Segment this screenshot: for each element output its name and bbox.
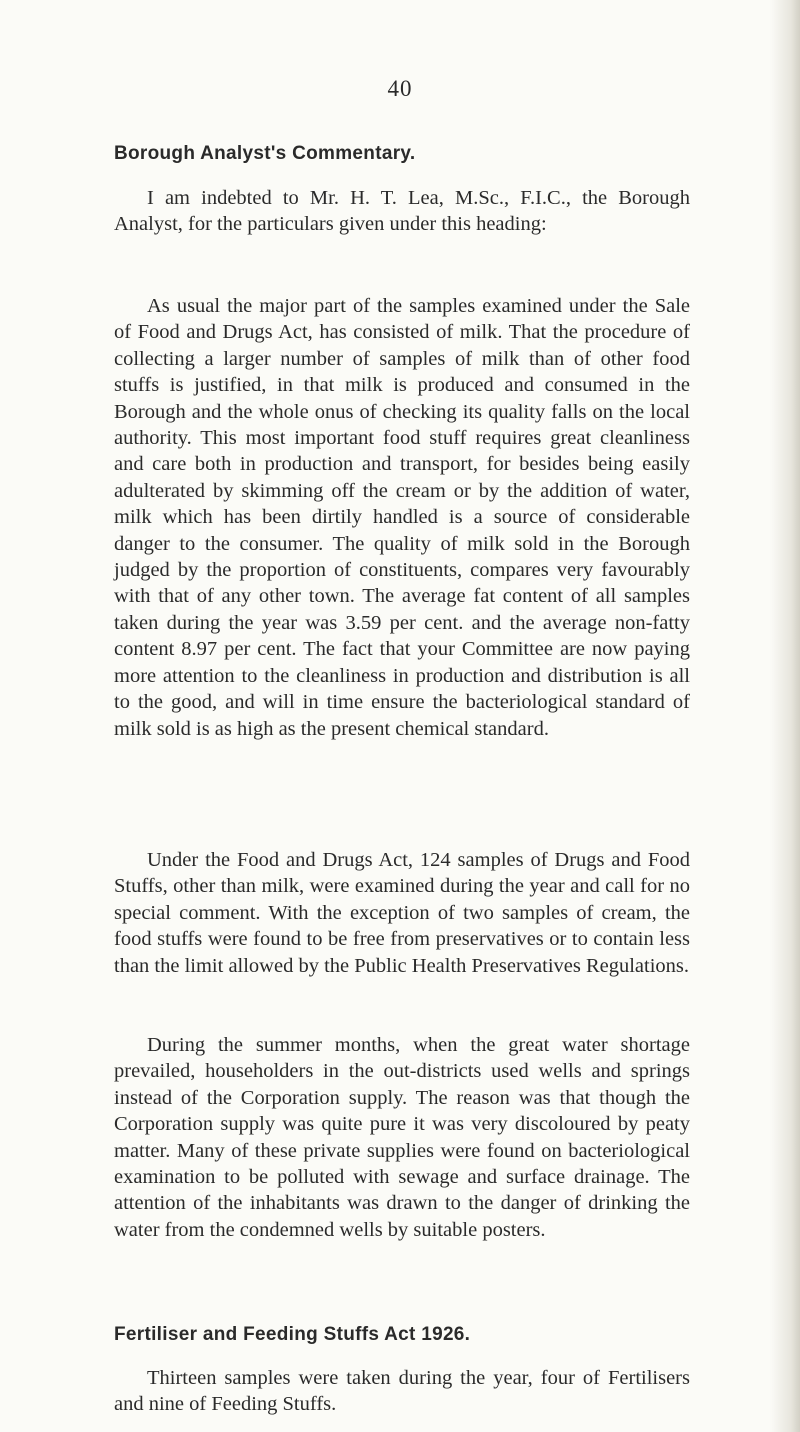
section-heading-fertiliser-act: Fertiliser and Feeding Stuffs Act 1926. xyxy=(114,1324,471,1345)
section-heading-analyst-commentary: Borough Analyst's Commentary. xyxy=(114,143,416,164)
page-edge-shadow xyxy=(770,0,800,1432)
paragraph-water-shortage: During the summer months, when the great water shortage prevailed, householders in the out-districts used wells and springs instead of the Corporation supply. The reason was that though the Corporation supply was quite pure it was very discoloured by peaty matter. Many of these private supplies were found on bacteriological examination to be polluted with sewage and surface drainage. The attention of the inhabitants was drawn to the danger of drinking the water from the condemned wells by suitable posters. xyxy=(114,1034,690,1241)
paragraph-food-and-drugs: Under the Food and Drugs Act, 124 samples of Drugs and Food Stuffs, other than milk, were examined during the year and call for no special comment. With the exception of two samples of cream, the food stuffs were found to be free from preservatives or to contain less than the limit allowed by the Public Health Preservatives Regulations. xyxy=(114,849,690,977)
paragraph-fertiliser-samples: Thirteen samples were taken during the year, four of Fertilisers and nine of Feeding Stuffs. xyxy=(114,1367,690,1416)
paragraph-intro: I am indebted to Mr. H. T. Lea, M.Sc., F.I.C., the Borough Analyst, for the particulars given under this heading: xyxy=(114,187,690,236)
page-number: 40 xyxy=(387,76,413,101)
paragraph-milk-samples: As usual the major part of the samples examined under the Sale of Food and Drugs Act, has consisted of milk. That the procedure of collecting a larger number of samples of milk than of other food stuffs is justified, in that milk is produced and consumed in the Borough and the whole onus of checking its quality falls on the local authority. This most important food stuff requires great cleanliness and care both in production and transport, for besides being easily adulterated by skimming off the cream or by the addition of water, milk which has been dirtily handled is a source of considerable danger to the consumer. The quality of milk sold in the Borough judged by the proportion of constituents, compares very favourably with that of any other town. The average fat content of all samples taken during the year was 3.59 per cent. and the average non-fatty content 8.97 per cent. The fact that your Committee are now paying more attention to the cleanliness in production and distribution is all to the good, and will in time ensure the bacteriological standard of milk sold is as high as the present chemical standard. xyxy=(114,295,690,740)
